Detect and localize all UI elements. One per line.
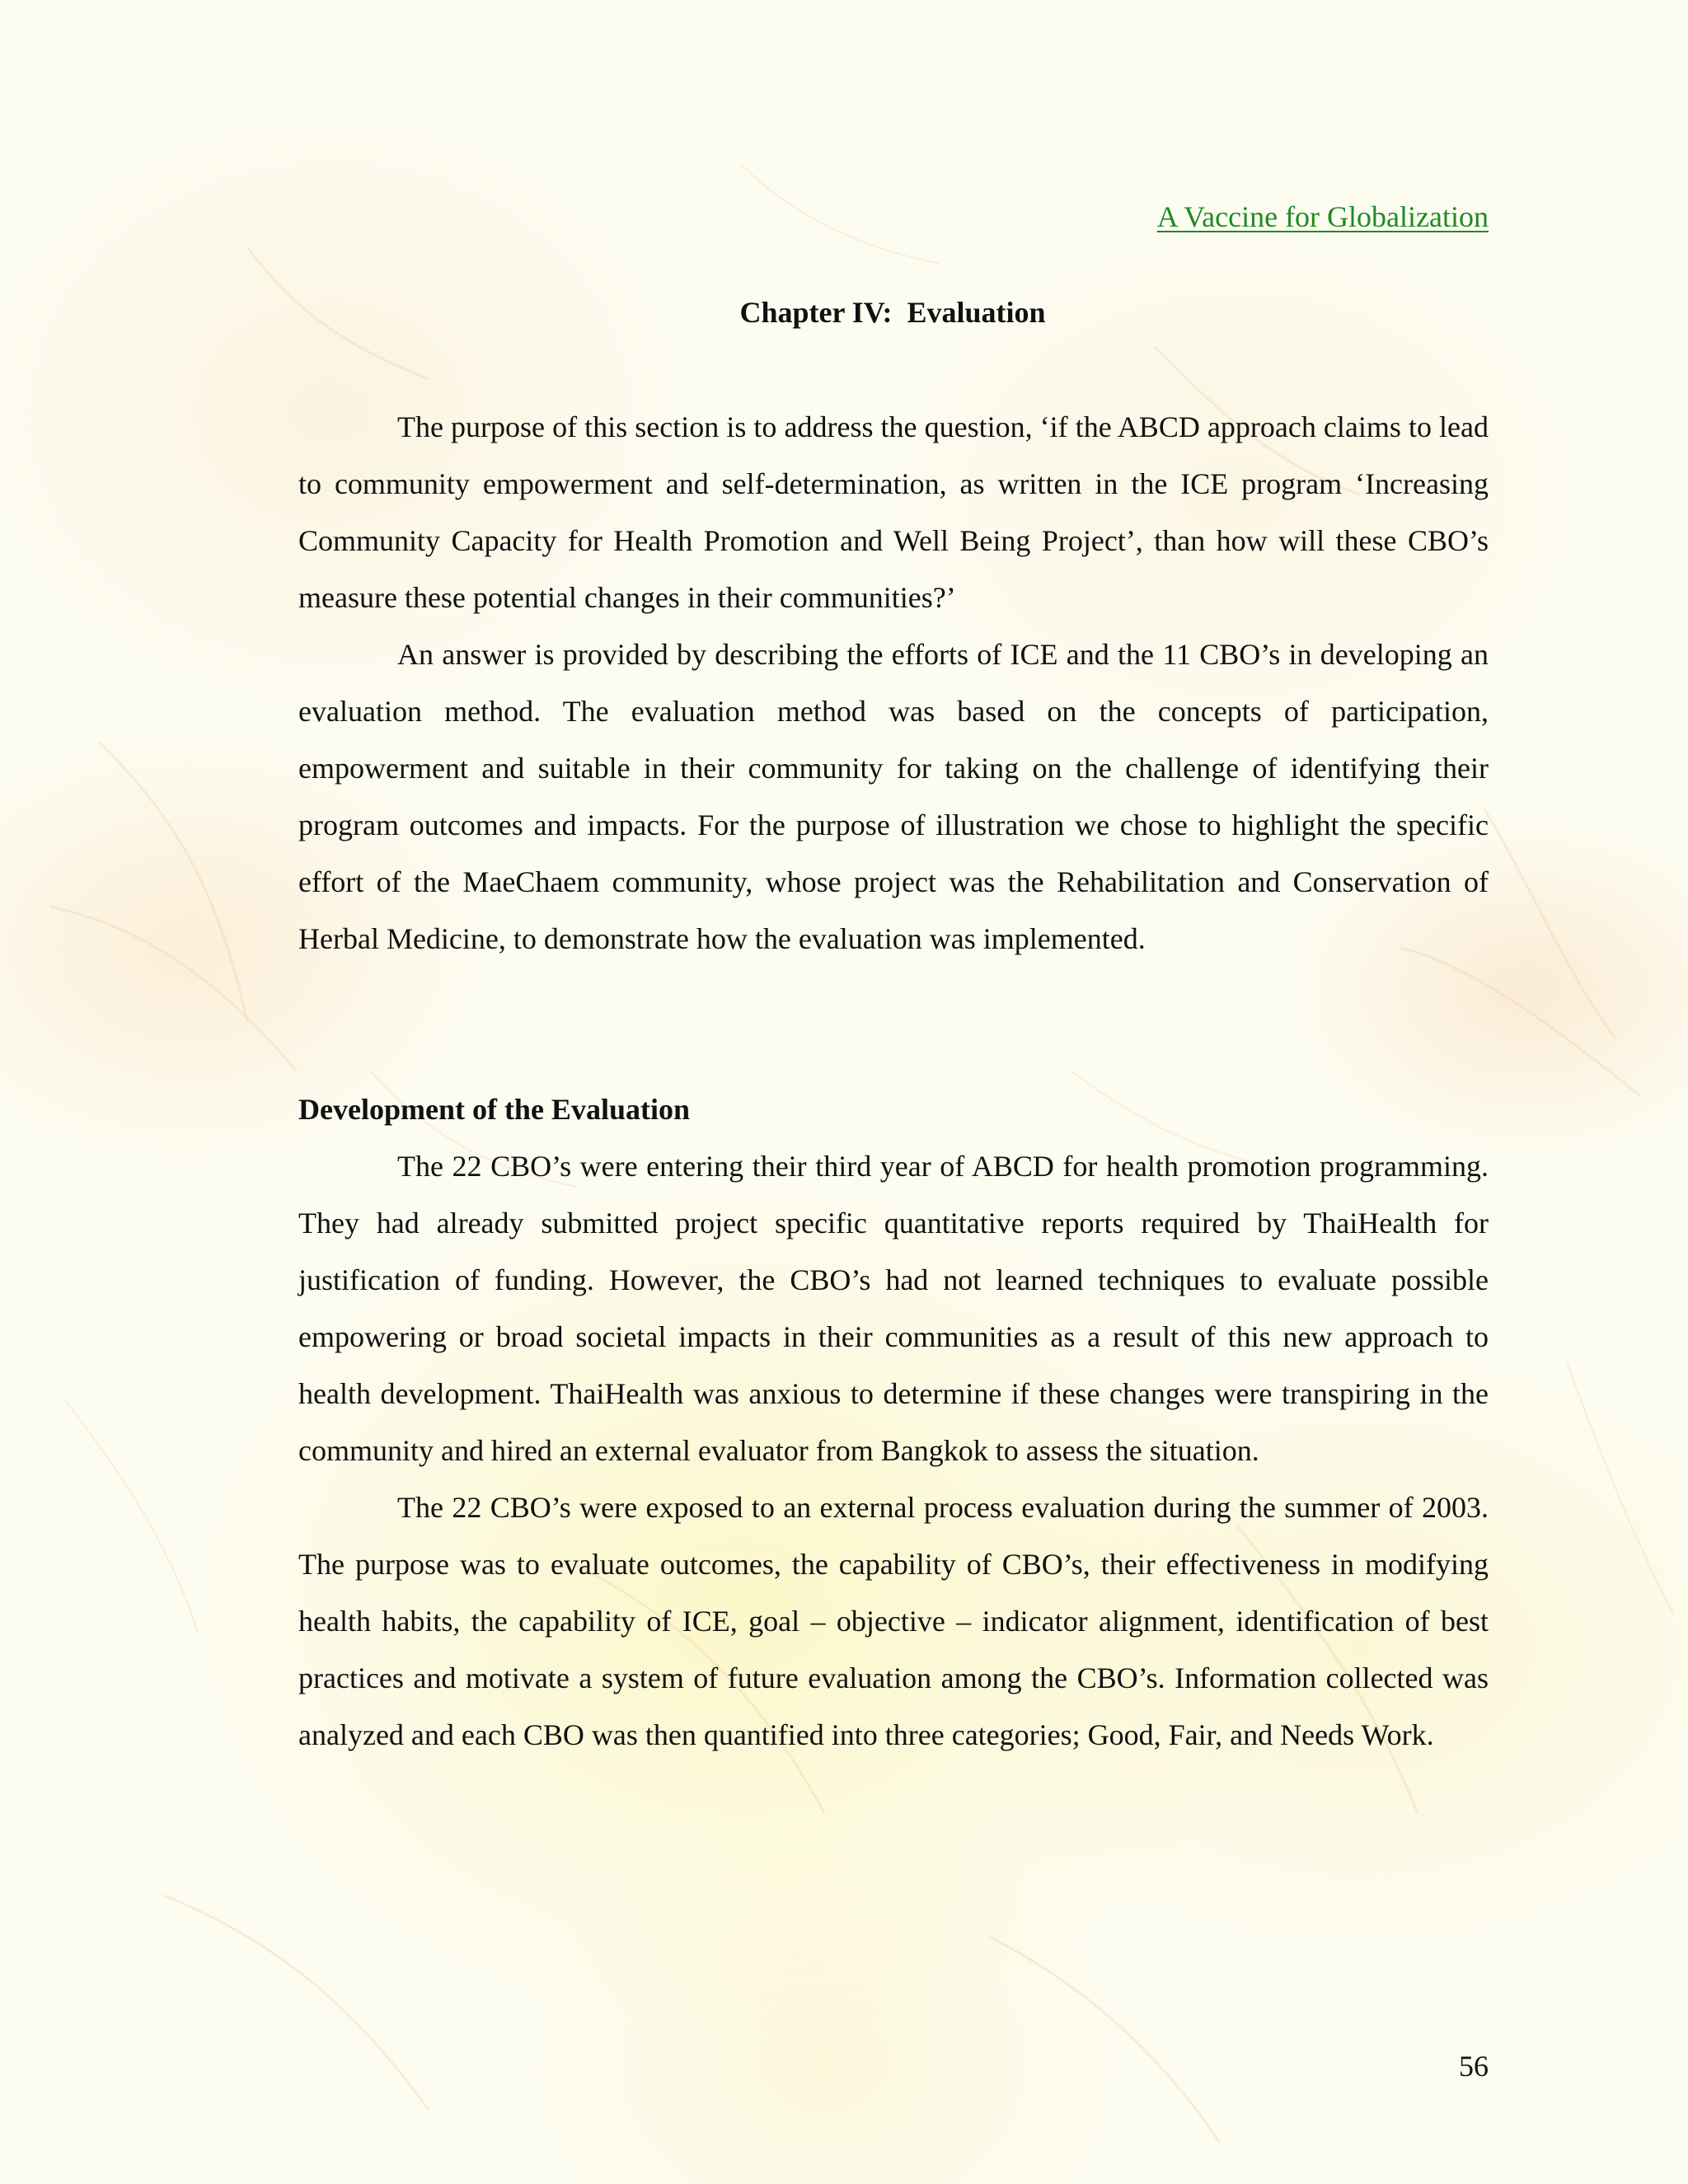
intro-paragraph-1: The purpose of this section is to address the question, ‘if the ABCD approach claims to lead to community empowerment and self-determination, as written in the ICE program ‘Increasing Community Capacity for Health Promotion and Well Being Project’, than how will these CBO’s measure these potential changes in their communities?’: [298, 410, 1489, 614]
chapter-title: Chapter IV: Evaluation: [739, 296, 1046, 329]
intro-paragraph-2: An answer is provided by describing the efforts of ICE and the 11 CBO’s in developing an evaluation method. The evaluation method was based on the concepts of participation, empowerment and suitable in their community for taking on the challenge of identifying their program outcomes and impacts. For the purpose of illustration we chose to highlight the specific effort of the MaeChaem community, whose project was the Rehabilitation and Conservation of Herbal Medicine, to demonstrate how the evaluation was implemented.: [298, 638, 1489, 955]
section-heading-development: Development of the Evaluation: [298, 1093, 690, 1126]
page-number: 56: [1459, 2050, 1489, 2083]
intro-section: [298, 399, 1489, 968]
development-paragraph-2: The 22 CBO’s were exposed to an external process evaluation during the summer of 2003. The purpose was to evaluate outcomes, the capability of CBO’s, their effectiveness in modifying health habits, the capability of ICE, goal – objective – indicator alignment, identification of best practices and motivate a system of future evaluation among the CBO’s. Information collected was analyzed and each CBO was then quantified into three categories; Good, Fair, and Needs Work.: [298, 1491, 1489, 1751]
development-section: [298, 1081, 1489, 1764]
running-header-title[interactable]: A Vaccine for Globalization: [1156, 200, 1489, 233]
development-paragraph-1: The 22 CBO’s were entering their third year of ABCD for health promotion programming. They had already submitted project specific quantitative reports required by ThaiHealth for justification of funding. However, the CBO’s had not learned techniques to evaluate possible empowering or broad societal impacts in their communities as a result of this new approach to health development. ThaiHealth was anxious to determine if these changes were transpiring in the community and hired an external evaluator from Bangkok to assess the situation.: [298, 1150, 1489, 1467]
